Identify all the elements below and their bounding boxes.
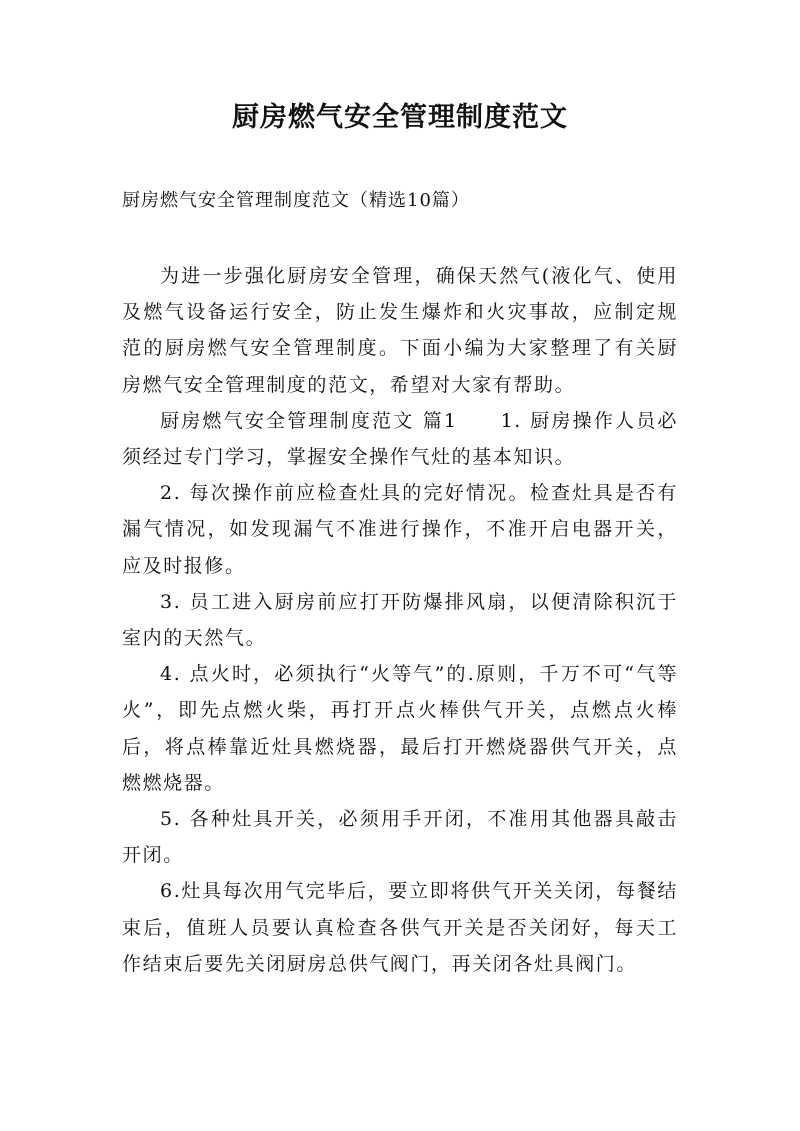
document-subtitle: 厨房燃气安全管理制度范文（精选10篇） [122,190,470,211]
rule-paragraph-2: 2. 每次操作前应检查灶具的完好情况。检查灶具是否有漏气情况，如发现漏气不准进行操作，不准开启电器开关，应及时报修。 [122,482,678,577]
document-body [122,258,678,982]
rule-paragraph-4: 4. 点火时，必须执行“火等气”的.原则，千万不可“气等火”，即先点燃火柴，再打开点火棒供气开关，点燃点火棒后，将点棒靠近灶具燃烧器，最后打开燃烧器供气开关，点燃燃烧器。 [122,663,678,794]
rule-paragraph-6: 6.灶具每次用气完毕后，要立即将供气开关关闭，每餐结束后，值班人员要认真检查各供气开关是否关闭好，每天工作结束后要先关闭厨房总供气阀门，再关闭各灶具阀门。 [122,880,678,975]
rule-paragraph-3: 3. 员工进入厨房前应打开防爆排风扇，以便清除积沉于室内的天然气。 [122,590,678,650]
page-title: 厨房燃气安全管理制度范文 [232,102,568,133]
rule-paragraph-5: 5. 各种灶具开关，必须用手开闭，不准用其他器具敲击开闭。 [122,808,678,867]
intro-paragraph: 为进一步强化厨房安全管理，确保天然气(液化气、使用及燃气设备运行安全，防止发生爆炸和火灾事故，应制定规范的厨房燃气安全管理制度。下面小编为大家整理了有关厨房燃气安全管理制度的范文，希望对大家有帮助。 [122,265,678,396]
rule-paragraph-1: 厨房燃气安全管理制度范文 篇1 1. 厨房操作人员必须经过专门学习，掌握安全操作气灶的基本知识。 [122,409,678,469]
